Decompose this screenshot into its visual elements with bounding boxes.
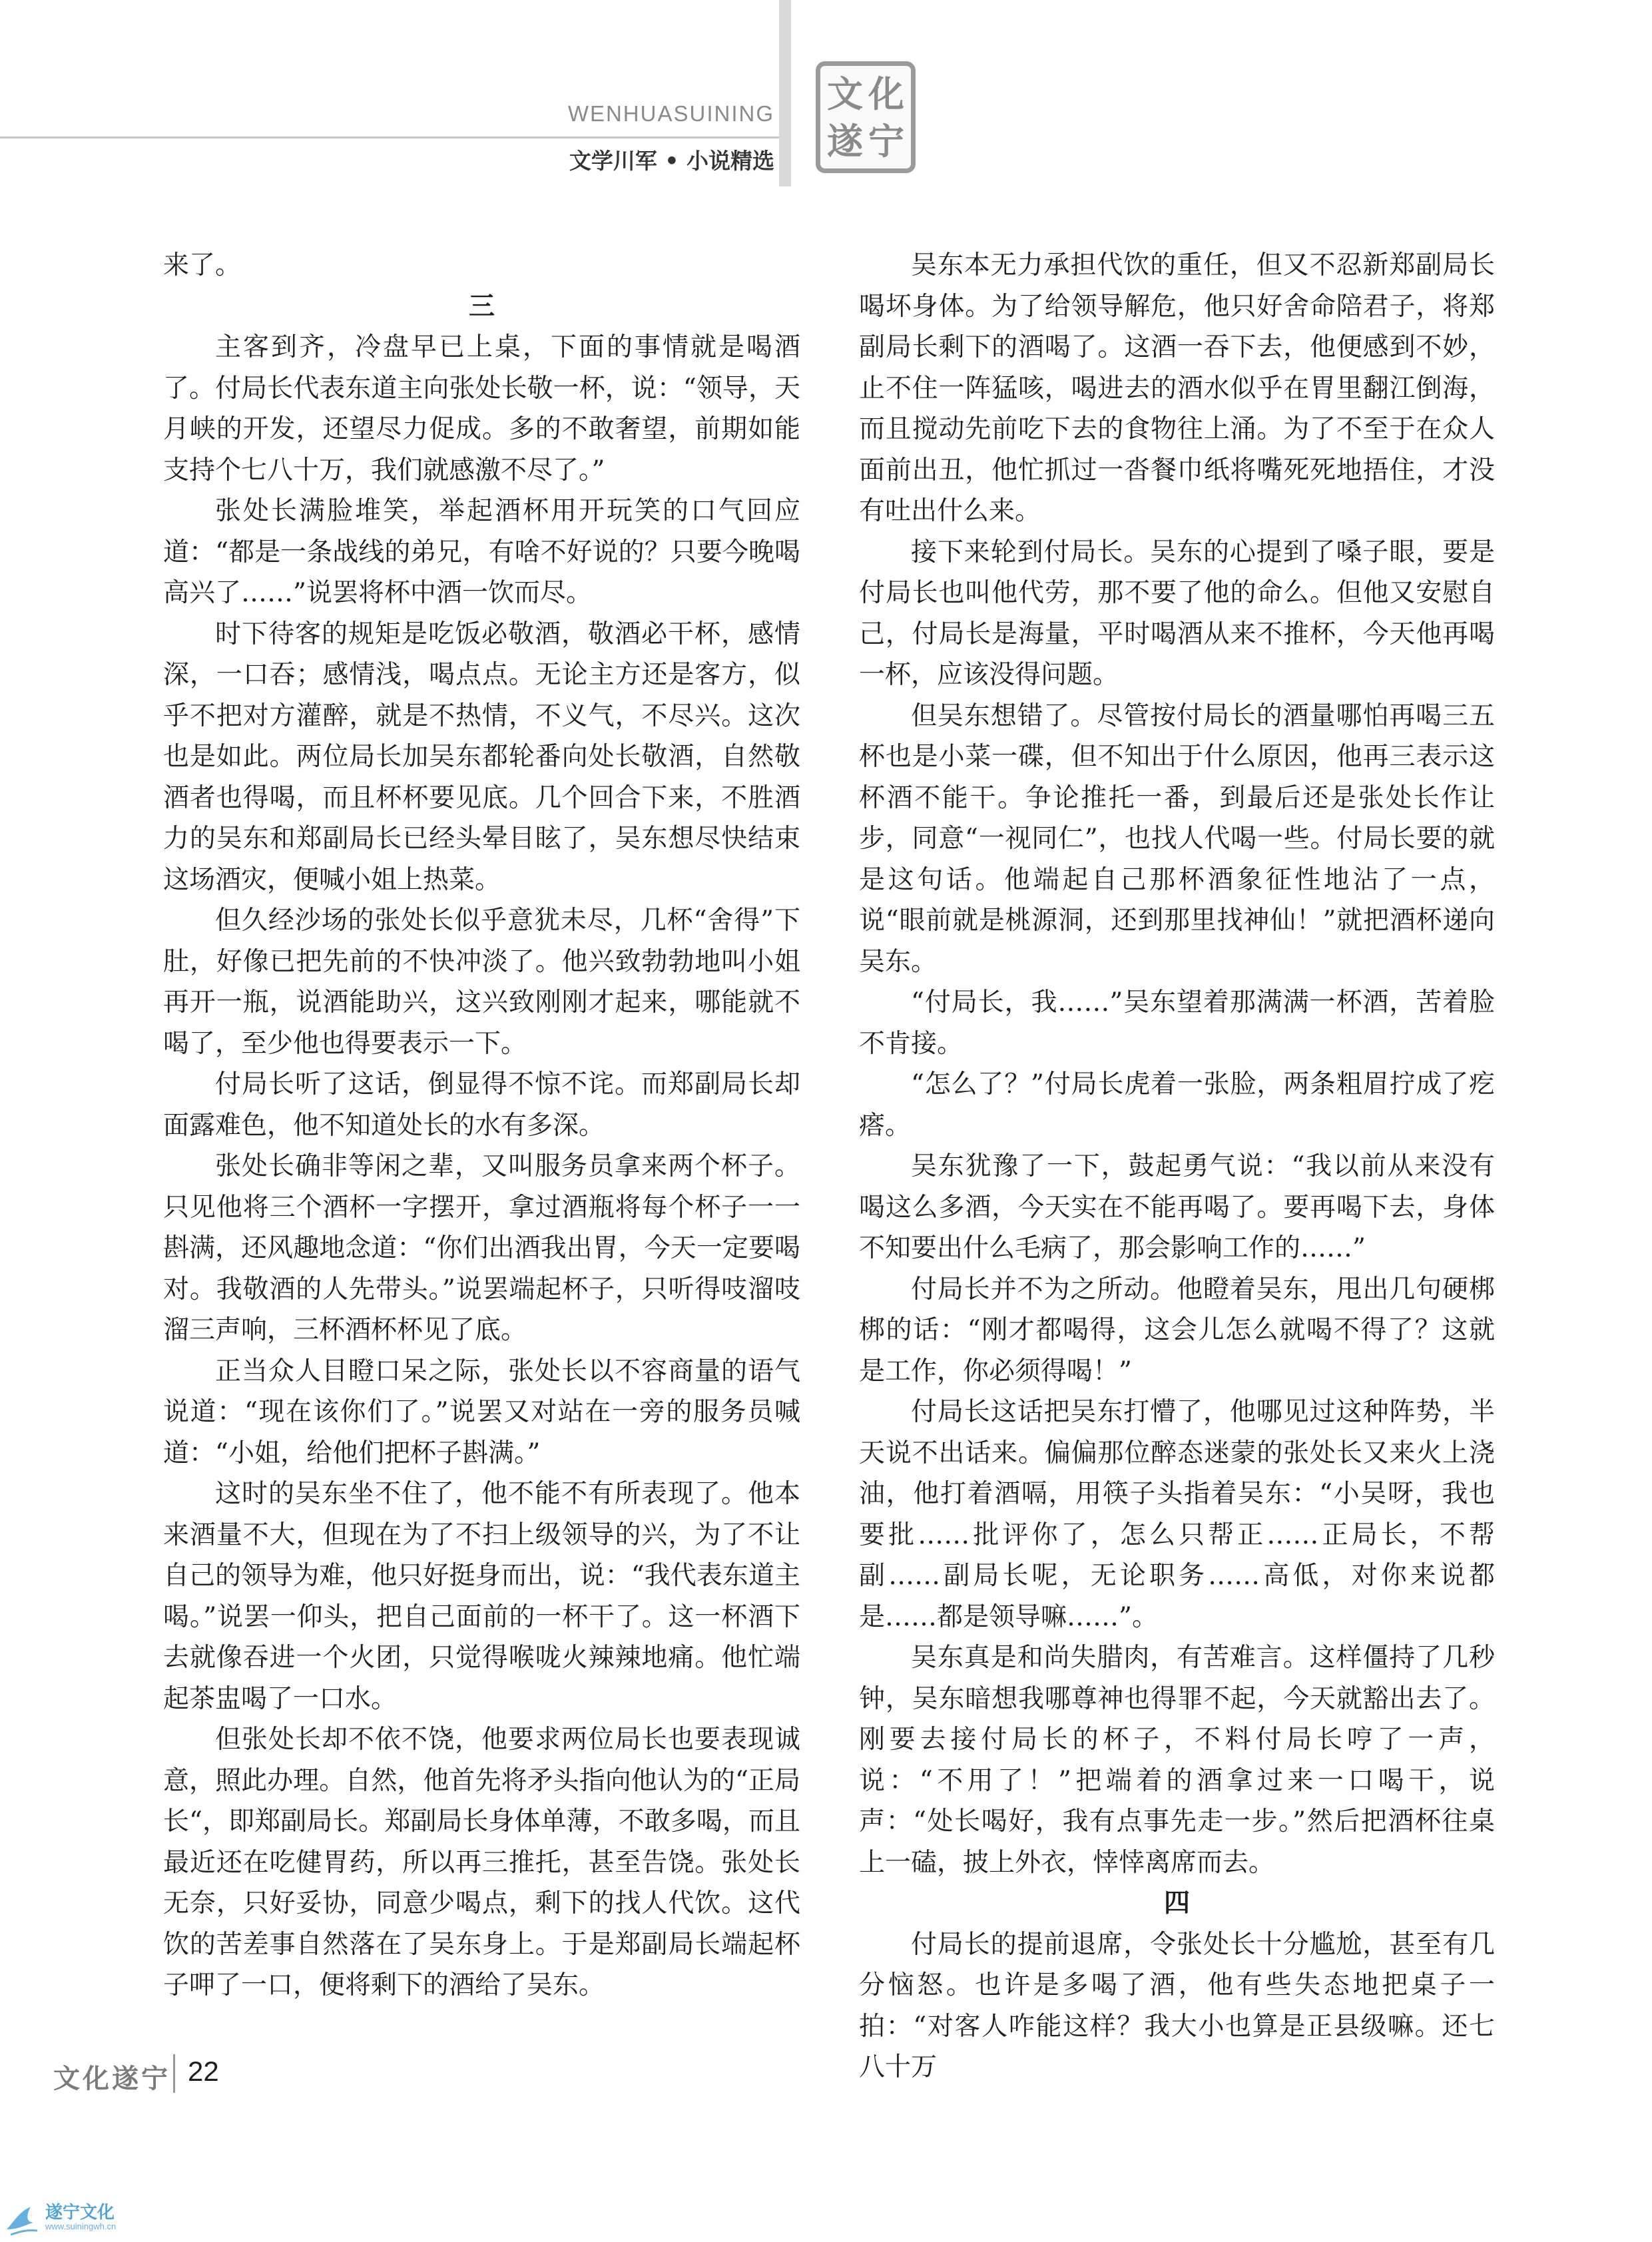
header-divider-vertical	[779, 0, 791, 186]
watermark-url: www.suiningwh.cn	[45, 2221, 117, 2231]
section-heading: 三	[468, 290, 495, 322]
header-category: 文学川军 • 小说精选	[569, 148, 774, 174]
paragraph: 但张处长却不依不饶，他要求两位局长也要表现诚意，照此办理。自然，他首先将矛头指向他认为的“正局长“，即郑副局长。郑副局长身体单薄，不敢多喝，而且最近还在吃健胃药，所以再三推托，甚至告饶。张处长无奈，只好妥协，同意少喝点，剩下的找人代饮。这代饮的苦差事自然落在了吴东身上。于是郑副局长端起杯子呷了一口，便将剩下的酒给了吴东。	[163, 1725, 800, 2000]
paragraph: 正当众人目瞪口呆之际，张处长以不容商量的语气说道：“现在该你们了。”说罢又对站在一旁的服务员喊道：“小姐，给他们把杯子斟满。”	[163, 1356, 800, 1468]
paragraph: 主客到齐，冷盘早已上桌，下面的事情就是喝酒了。付局长代表东道主向张处长敬一杯，说：“领导，天月峡的开发，还望尽力促成。多的不敢奢望，前期如能支持个七八十万，我们就感激不尽了。”	[163, 332, 800, 485]
footer-brand: 文化遂宁	[53, 2063, 170, 2094]
paragraph: “付局长，我……”吴东望着那满满一杯酒，苦着脸不肯接。	[859, 987, 1495, 1059]
paragraph: 这时的吴东坐不住了，他不能不有所表现了。他本来酒量不大，但现在为了不扫上级领导的兴，为了不让自己的领导为难，他只好挺身而出，说：“我代表东道主喝。”说罢一仰头，把自己面前的一杯干了。这一杯酒下去就像吞进一个火团，只觉得喉咙火辣辣地痛。他忙端起茶盅喝了一口水。	[163, 1479, 800, 1714]
watermark-name: 遂宁文化	[45, 2203, 115, 2223]
paragraph: 吴东本无力承担代饮的重任，但又不忍新郑副局长喝坏身体。为了给领导解危，他只好舍命陪君子，将郑副局长剩下的酒喝了。这酒一吞下去，他便感到不妙，止不住一阵猛咳，喝进去的酒水似乎在胃里翻江倒海，而且搅动先前吃下去的食物往上涌。为了不至于在众人面前出丑，他忙抓过一沓餐巾纸将嘴死死地捂住，才没有吐出什么来。	[859, 250, 1495, 526]
paragraph: 时下待客的规矩是吃饭必敬酒，敬酒必干杯，感情深，一口吞；感情浅，喝点点。无论主方还是客方，似乎不把对方灌醉，就是不热情，不义气，不尽兴。这次也是如此。两位局长加吴东都轮番向处长敬酒，自然敬酒者也得喝，而且杯杯要见底。几个回合下来，不胜酒力的吴东和郑副局长已经头晕目眩了，吴东想尽快结束这场酒灾，便喊小姐上热菜。	[163, 619, 800, 895]
header-title-en: WENHUASUINING	[567, 101, 774, 126]
right-text-column	[859, 245, 1495, 2088]
paragraph: 但久经沙场的张处长似乎意犹未尽，几杯“舍得”下肚，好像已把先前的不快冲淡了。他兴致勃勃地叫小姐再开一瓶，说酒能助兴，这兴致刚刚才起来，哪能就不喝了，至少他也得要表示一下。	[163, 906, 800, 1059]
paragraph: 吴东真是和尚失腊肉，有苦难言。这样僵持了几秒钟，吴东暗想我哪尊神也得罪不起，今天就豁出去了。刚要去接付局长的杯子，不料付局长哼了一声，说：“不用了！”把端着的酒拿过来一口喝干，说声：“处长喝好，我有点事先走一步。”然后把酒杯往桌上一磕，披上外衣，悻悻离席而去。	[859, 1643, 1495, 1878]
paragraph: 付局长这话把吴东打懵了，他哪见过这种阵势，半天说不出话来。偏偏那位醉态迷蒙的张处长又来火上浇油，他打着酒嗝，用筷子头指着吴东：“小吴呀，我也要批……批评你了，怎么只帮正……正局长，不帮副……副局长呢，无论职务……高低，对你来说都是……都是领导嘛……”。	[859, 1397, 1495, 1632]
paragraph: 接下来轮到付局长。吴东的心提到了嗓子眼，要是付局长也叫他代劳，那不要了他的命么。但他又安慰自己，付局长是海量，平时喝酒从来不推杯，今天他再喝一杯，应该没得问题。	[859, 537, 1495, 690]
magazine-seal-logo	[816, 61, 916, 173]
watermark	[4, 2197, 204, 2240]
left-text-column	[163, 245, 800, 2006]
seal-char: 化	[868, 72, 904, 115]
paragraph: 付局长的提前退席，令张处长十分尴尬，甚至有几分恼怒。也许是多喝了酒，他有些失态地把桌子一拍：“对客人咋能这样？我大小也算是正县级嘛。还七八十万	[859, 1929, 1495, 2082]
seal-char: 遂	[827, 119, 863, 162]
seal-char: 文	[827, 72, 863, 115]
header-rule	[0, 137, 779, 139]
paragraph: 张处长确非等闲之辈，又叫服务员拿来两个杯子。只见他将三个酒杯一字摆开，拿过酒瓶将每个杯子一一斟满，还风趣地念道：“你们出酒我出胃，今天一定要喝对。我敬酒的人先带头。”说罢端起杯子，只听得吱溜吱溜三声响，三杯酒杯杯见了底。	[163, 1151, 800, 1345]
paragraph: 吴东犹豫了一下，鼓起勇气说：“我以前从来没有喝这么多酒，今天实在不能再喝了。要再喝下去，身体不知要出什么毛病了，那会影响工作的……”	[859, 1151, 1495, 1263]
paragraph: 付局长并不为之所动。他瞪着吴东，甩出几句硬梆梆的话：“刚才都喝得，这会儿怎么就喝不得了？这就是工作，你必须得喝！”	[859, 1274, 1495, 1386]
paragraph: 张处长满脸堆笑，举起酒杯用开玩笑的口气回应道：“都是一条战线的弟兄，有啥不好说的？只要今晚喝高兴了……”说罢将杯中酒一饮而尽。	[163, 496, 800, 608]
paragraph: 来了。	[163, 250, 242, 280]
footer-separator	[173, 2054, 175, 2093]
bird-logo-icon	[4, 2203, 40, 2239]
paragraph: “怎么了？”付局长虎着一张脸，两条粗眉拧成了疙瘩。	[859, 1069, 1495, 1141]
seal-char: 宁	[868, 119, 904, 162]
section-heading: 四	[1163, 1888, 1190, 1918]
paragraph: 付局长听了这话，倒显得不惊不诧。而郑副局长却面露难色，他不知道处长的水有多深。	[163, 1069, 800, 1141]
paragraph: 但吴东想错了。尽管按付局长的酒量哪怕再喝三五杯也是小菜一碟，但不知出于什么原因，他再三表示这杯酒不能干。争论推托一番，到最后还是张处长作让步，同意“一视同仁”，也找人代喝一些。付局长要的就是这句话。他端起自己那杯酒象征性地沾了一点，说“眼前就是桃源洞，还到那里找神仙！”就把酒杯递向吴东。	[859, 701, 1495, 977]
page-number: 22	[188, 2056, 219, 2087]
